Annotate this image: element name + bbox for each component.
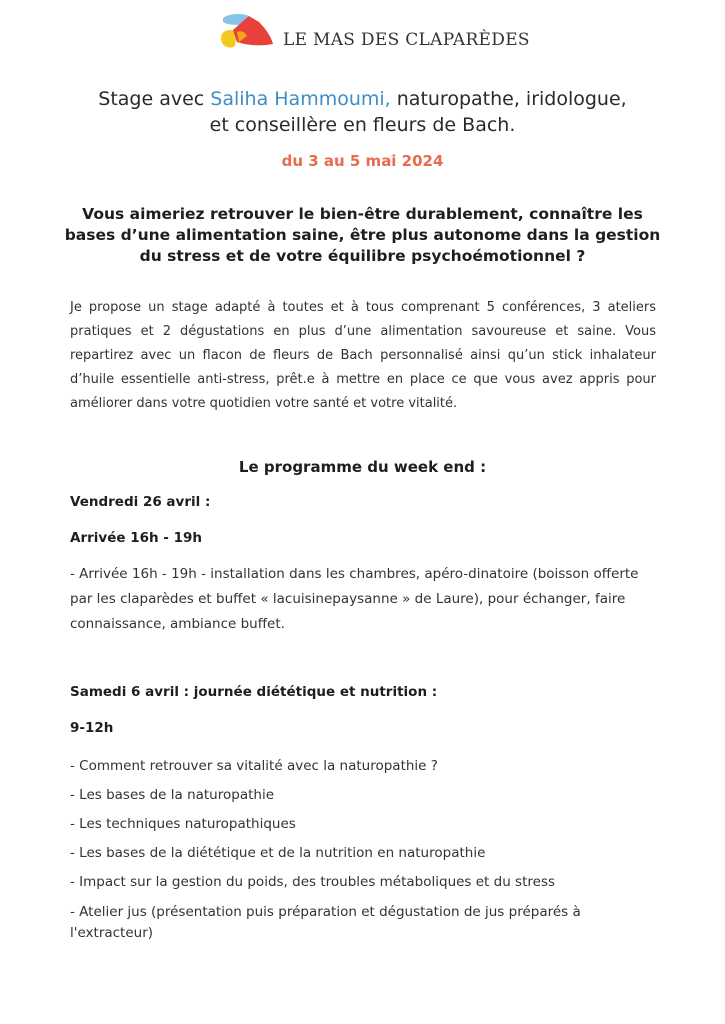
intro-rest: naturopathe, iridologue,	[390, 88, 627, 110]
claparedes-logo-icon	[219, 12, 275, 52]
saturday-heading: Samedi 6 avril : journée diététique et nutrition :	[70, 684, 438, 700]
friday-heading: Vendredi 26 avril :	[70, 494, 211, 510]
logo-text: LE MAS DES CLAPARÈDES	[283, 30, 530, 50]
list-item: - Les bases de la naturopathie	[70, 787, 275, 803]
lead-question: Vous aimeriez retrouver le bien-être durablement, connaître les bases d’une alimentation saine, être plus autonome dans la gestion du stress et de votre équilibre psychoémotionnel ?	[64, 205, 661, 265]
list-item: - Les techniques naturopathiques	[70, 816, 296, 832]
friday-slot: Arrivée 16h - 19h	[70, 530, 203, 546]
list-item: - Comment retrouver sa vitalité avec la naturopathie ?	[70, 758, 438, 774]
list-item: - Atelier jus (présentation puis préparation et dégustation de jus préparés à l'extracteur)	[70, 904, 581, 941]
speaker-name: Saliha Hammoumi,	[210, 88, 391, 110]
list-item: - Les bases de la diététique et de la nutrition en naturopathie	[70, 845, 486, 861]
list-item: - Impact sur la gestion du poids, des troubles métaboliques et du stress	[70, 874, 556, 890]
header-logo	[0, 12, 725, 54]
friday-text: - Arrivée 16h - 19h - installation dans les chambres, apéro-dinatoire (boisson offerte par les claparèdes et buffet « lacuisinepaysanne » de Laure), pour échanger, faire connaissance, ambiance buffet.	[70, 566, 639, 632]
program-title: Le programme du week end :	[238, 458, 487, 476]
stage-dates: du 3 au 5 mai 2024	[281, 152, 444, 170]
intro-prefix: Stage avec	[98, 88, 211, 110]
stage-intro	[40, 86, 685, 138]
saturday-slot: 9-12h	[70, 720, 114, 736]
intro-line-2: et conseillère en fleurs de Bach.	[209, 114, 516, 136]
description-paragraph: Je propose un stage adapté à toutes et à tous comprenant 5 conférences, 3 ateliers pratiques et 2 dégustations en plus d’une alimentation savoureuse et saine. Vous repartirez avec un flacon de fleurs de Bach personnalisé ainsi qu’un stick inhalateur d’huile essentielle anti-stress, prêt.e à mettre en place ce que vous avez appris pour améliorer dans votre quotidien votre santé et votre vitalité.	[70, 300, 656, 411]
